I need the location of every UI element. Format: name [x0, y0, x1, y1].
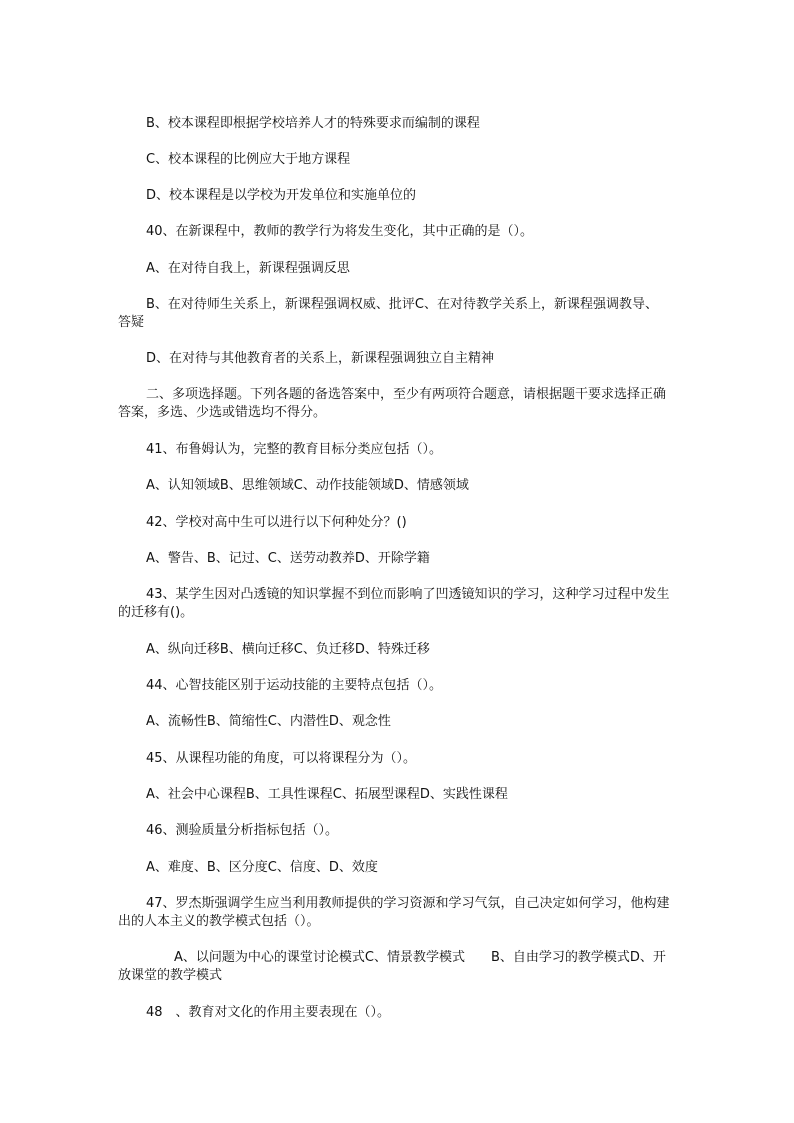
- question-47: 47、罗杰斯强调学生应当利用教师提供的学习资源和学习气氛，自己决定如何学习，他构建出的人本主义的教学模式包括（）。: [118, 896, 670, 929]
- section-heading-multiple-choice: 二、多项选择题。下列各题的备选答案中，至少有两项符合题意，请根据题干要求选择正确答案，多选、少选或错选均不得分。: [118, 387, 667, 420]
- option-d-school-curriculum: D、校本课程是以学校为开发单位和实施单位的: [146, 188, 417, 203]
- question-46: 46、测验质量分析指标包括（）。: [146, 823, 339, 838]
- question-44-options: A、流畅性B、简缩性C、内潜性D、观念性: [146, 714, 391, 729]
- question-40-option-a: A、在对待自我上，新课程强调反思: [146, 261, 350, 276]
- question-45: 45、从课程功能的角度，可以将课程分为（）。: [146, 751, 417, 766]
- question-46-options: A、难度、B、区分度C、信度、D、效度: [146, 860, 378, 875]
- question-40-option-d: D、在对待与其他教育者的关系上，新课程强调独立自主精神: [146, 351, 495, 366]
- question-41: 41、布鲁姆认为，完整的教育目标分类应包括（）。: [146, 442, 443, 457]
- question-45-options: A、社会中心课程B、工具性课程C、拓展型课程D、实践性课程: [146, 787, 508, 802]
- option-b-school-curriculum: B、校本课程即根据学校培养人才的特殊要求而编制的课程: [146, 116, 480, 131]
- question-43: 43、某学生因对凸透镜的知识掌握不到位而影响了凹透镜知识的学习，这种学习过程中发生的迁移有()。: [118, 587, 670, 620]
- question-41-options: A、认知领域B、思维领域C、动作技能领域D、情感领域: [146, 478, 469, 493]
- question-42: 42、学校对高中生可以进行以下何种处分？(): [146, 515, 407, 530]
- question-42-options: A、警告、B、记过、C、送劳动教养D、开除学籍: [146, 551, 430, 566]
- question-44: 44、心智技能区别于运动技能的主要特点包括（）。: [146, 678, 443, 693]
- question-47-options: A、以问题为中心的课堂讨论模式C、情景教学模式 B、自由学习的教学模式D、开放课堂的教学模式: [118, 950, 666, 983]
- question-40: 40、在新课程中，教师的教学行为将发生变化，其中正确的是（）。: [146, 224, 534, 239]
- question-43-options: A、纵向迁移B、横向迁移C、负迁移D、特殊迁移: [146, 642, 430, 657]
- question-48: 48 、教育对文化的作用主要表现在（）。: [146, 1005, 391, 1020]
- option-c-school-curriculum: C、校本课程的比例应大于地方课程: [146, 152, 351, 167]
- question-40-option-b-c: B、在对待师生关系上，新课程强调权威、批评C、在对待教学关系上，新课程强调教导、答疑: [118, 297, 658, 330]
